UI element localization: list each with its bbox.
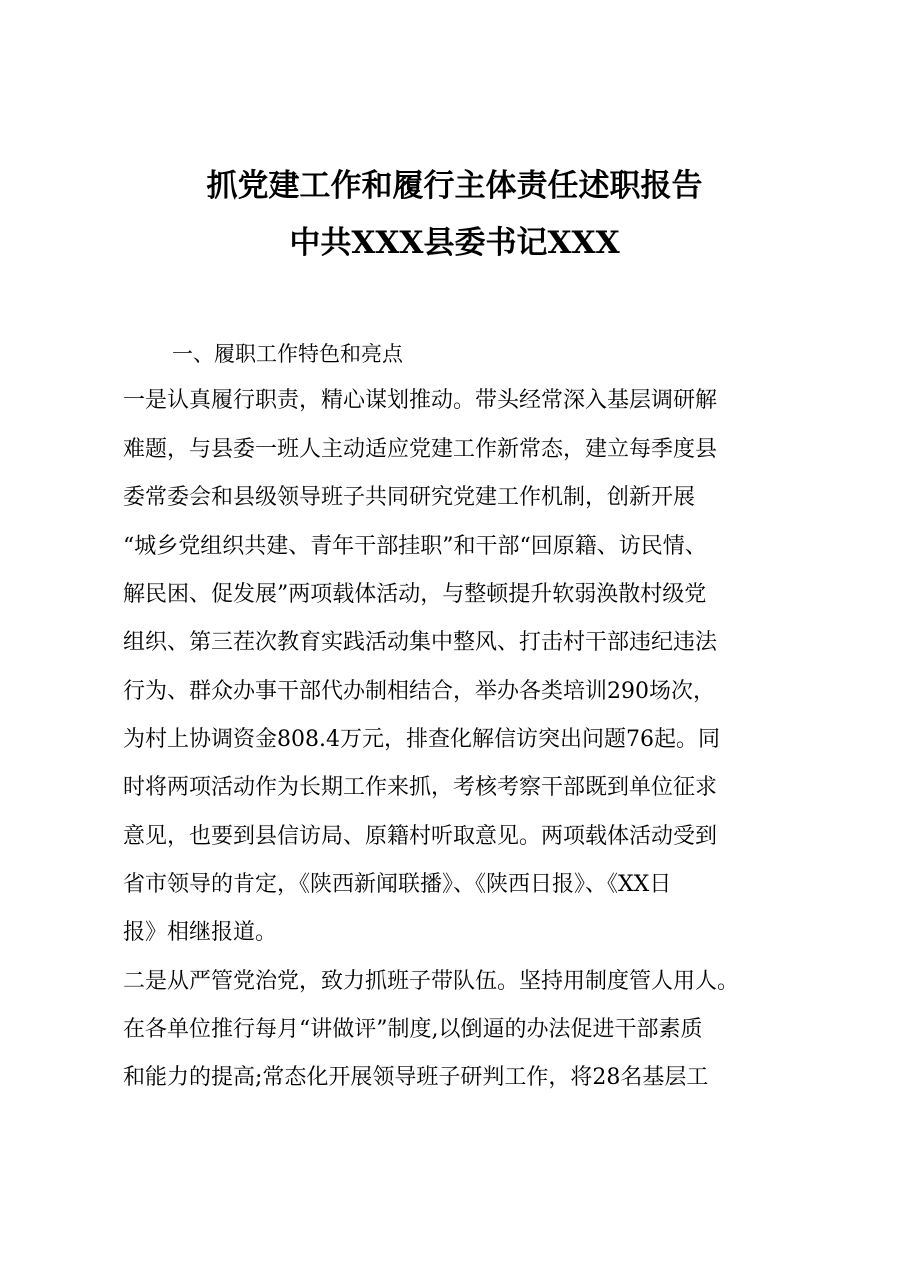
body-line: 时将两项活动作为长期工作来抓，考核考察干部既到单位征求 <box>123 775 718 800</box>
body-line: 委常委会和县级领导班子共同研究党建工作机制，创新开展 <box>123 485 696 510</box>
body-line: 二是从严管党治党，致力抓班子带队伍。坚持用制度管人用人。 <box>123 969 740 994</box>
body-line: 省市领导的肯定，《陕西新闻联播》、《陕西日报》、《XX日 <box>123 872 672 897</box>
body-line: 解民困、促发展”两项载体活动，与整顿提升软弱涣散村级党 <box>123 582 707 607</box>
body-line: 报》相继报道。 <box>123 920 278 945</box>
document-title: 抓党建工作和履行主体责任述职报告 <box>206 168 703 204</box>
section-heading: 一、履职工作特色和亮点 <box>172 342 403 366</box>
body-line: “城乡党组织共建、青年干部挂职”和干部“回原籍、访民情、 <box>123 534 707 559</box>
author-line: 中共XXX县委书记XXX <box>289 225 620 261</box>
body-line: 和能力的提高;常态化开展领导班子研判工作，将28名基层工 <box>123 1065 709 1090</box>
body-line: 在各单位推行每月“讲做评”制度,以倒逼的办法促进干部素质 <box>123 1017 703 1042</box>
body-line: 行为、群众办事干部代办制相结合，举办各类培训290场次， <box>123 679 715 704</box>
body-line: 为村上协调资金808.4万元，排查化解信访突出问题76起。同 <box>123 727 720 752</box>
body-line: 难题，与县委一班人主动适应党建工作新常态，建立每季度县 <box>123 437 718 462</box>
body-line: 意见，也要到县信访局、原籍村听取意见。两项载体活动受到 <box>123 824 718 849</box>
body-line: 一是认真履行职责，精心谋划推动。带头经常深入基层调研解 <box>123 388 718 413</box>
body-line: 组织、第三茬次教育实践活动集中整风、打击村干部违纪违法 <box>123 630 718 655</box>
